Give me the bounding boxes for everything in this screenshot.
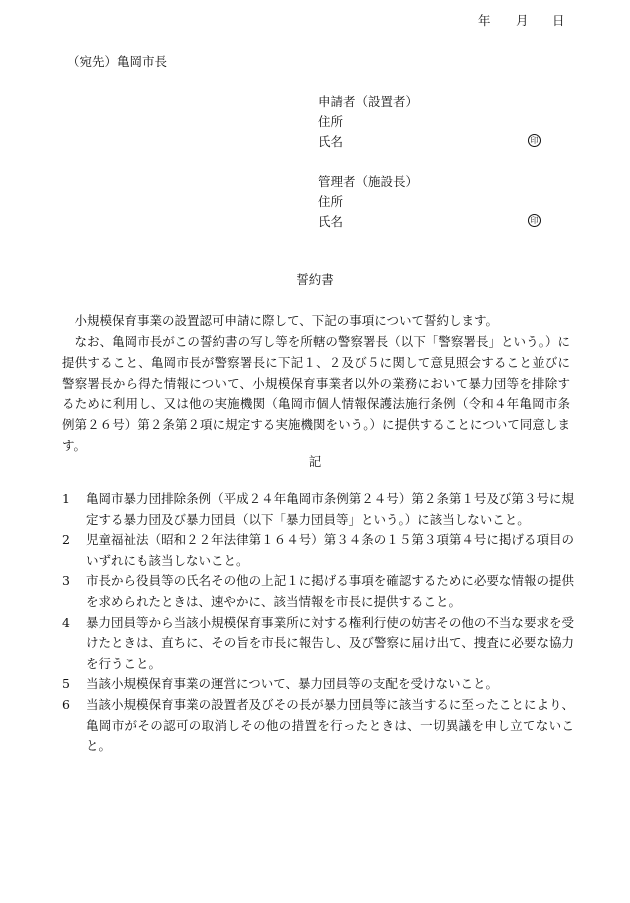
list-item [62, 571, 574, 612]
list-item [62, 674, 574, 695]
consent-paragraph: なお、亀岡市長がこの誓約書の写し等を所轄の警察署長（以下「警察署長」という。）に提供すること、亀岡市長が警察署長に下記１、２及び５に関して意見照会すること並びに警察署長から得た情報について、小規模保育事業者以外の業務において暴力団等を排除するために利用し、又は他の実施機関（亀岡市個人情報保護法施行条例（令和４年亀岡市条例第２６号）第２条第２項に規定する実施機関をいう。）に提供することについて同意します。 [62, 334, 570, 453]
item-text: 暴力団員等から当該小規模保育事業所に対する権利行使の妨害その他の不当な要求を受けたときは、直ちに、その旨を市長に報告し、及び警察に届け出て、捜査に必要な協力を行うこと。 [86, 614, 574, 671]
list-item [62, 530, 574, 571]
item-number: 2 [62, 532, 70, 548]
item-text: 亀岡市暴力団排除条例（平成２４年亀岡市条例第２４号）第２条第１号及び第３号に規定する暴力団及び暴力団員（以下「暴力団員等」という。）に該当しないこと。 [86, 491, 574, 527]
pledge-paragraph: 小規模保育事業の設置認可申請に際して、下記の事項について誓約します。 [74, 313, 499, 328]
item-number: 5 [62, 676, 70, 692]
manager-seal-mark: 印 [528, 214, 541, 227]
item-text: 市長から役員等の氏名その他の上記１に掲げる事項を確認するために必要な情報の提供を求められたときは、速やかに、該当情報を市長に提供すること。 [86, 573, 574, 609]
applicant-name-label: 氏名 [318, 134, 344, 149]
item-text: 当該小規模保育事業の運営について、暴力団員等の支配を受けないこと。 [86, 676, 499, 692]
addressee: （宛先）亀岡市長 [67, 54, 168, 69]
date-day-label: 日 [552, 13, 565, 28]
document-title: 誓約書 [296, 272, 334, 287]
item-number: 4 [62, 614, 70, 630]
item-number: 1 [62, 491, 70, 506]
list-item [62, 613, 574, 675]
applicant-seal-mark: 印 [528, 134, 541, 147]
item-text: 当該小規模保育事業の設置者及びその長が暴力団員等に該当するに至ったことにより、亀岡市がその認可の取消しその他の措置を行ったときは、一切異議を申し立てないこと。 [86, 696, 574, 754]
list-item [62, 489, 574, 530]
item-number: 3 [62, 573, 70, 589]
manager-address-label: 住所 [318, 194, 344, 209]
item-number: 6 [62, 696, 70, 712]
date-year-label: 年 [478, 13, 491, 28]
applicant-address-label: 住所 [318, 114, 344, 129]
manager-heading: 管理者（施設長） [318, 174, 419, 189]
date-month-label: 月 [516, 13, 529, 28]
ki-heading: 記 [308, 454, 322, 469]
applicant-heading: 申請者（設置者） [318, 94, 419, 109]
list-item [62, 695, 574, 757]
manager-name-label: 氏名 [318, 214, 344, 229]
item-text: 児童福祉法（昭和２２年法律第１６４号）第３４条の１５第３項第４号に掲げる項目のいずれにも該当しないこと。 [86, 532, 574, 568]
pledge-items-list [62, 489, 574, 757]
